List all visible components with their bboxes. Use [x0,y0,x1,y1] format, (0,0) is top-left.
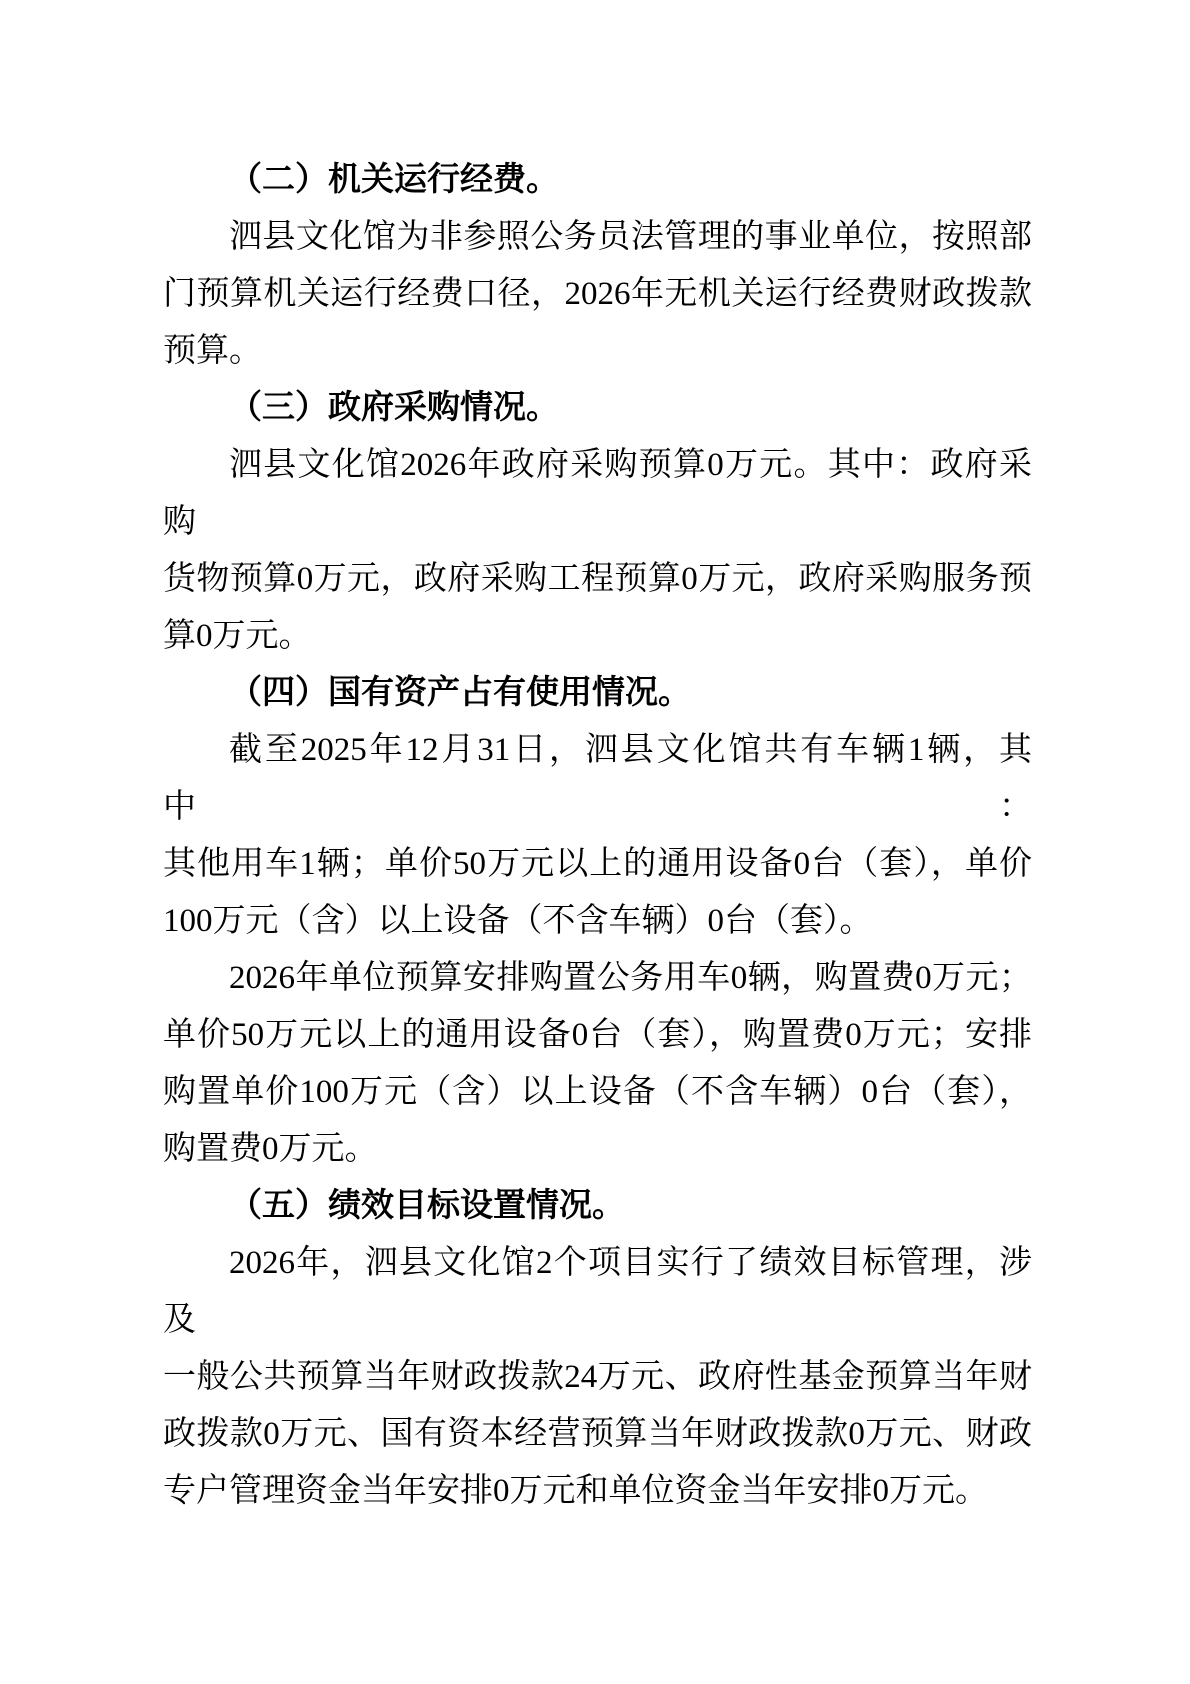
text-line: 政拨款0万元、国有资本经营预算当年财政拨款0万元、财政 [163,1416,1032,1452]
text-line: 100万元（含）以上设备（不含车辆）0台（套）。 [163,903,873,939]
text-line: 泗县文化馆为非参照公务员法管理的事业单位，按照部 [229,219,1032,255]
section-heading: （二）机关运行经费。 [229,162,559,198]
text-line: 购置单价100万元（含）以上设备（不含车辆）0台（套）， [163,1074,1032,1110]
text-line: 2026年，泗县文化馆2个项目实行了绩效目标管理，涉及 [163,1245,1032,1338]
section-heading: （三）政府采购情况。 [229,390,559,426]
section-performance-targets [163,1178,1032,1520]
text-line: 其他用车1辆；单价50万元以上的通用设备0台（套），单价 [163,846,1032,882]
text-line: 泗县文化馆2026年政府采购预算0万元。其中：政府采购 [163,447,1032,540]
text-line: 算0万元。 [163,618,312,654]
text-line: 购置费0万元。 [163,1131,378,1167]
section-state-assets [163,665,1032,1178]
text-line: 一般公共预算当年财政拨款24万元、政府性基金预算当年财 [163,1359,1032,1395]
text-line: 截至2025年12月31日，泗县文化馆共有车辆1辆，其中： [163,732,1032,825]
text-line: 货物预算0万元，政府采购工程预算0万元，政府采购服务预 [163,561,1032,597]
section-heading: （四）国有资产占有使用情况。 [229,675,691,711]
section-government-procurement [163,380,1032,665]
text-line: 单价50万元以上的通用设备0台（套），购置费0万元；安排 [163,1017,1032,1053]
text-line: 2026年单位预算安排购置公务用车0辆，购置费0万元； [229,960,1032,996]
section-operating-expenses [163,152,1032,380]
section-heading: （五）绩效目标设置情况。 [229,1188,625,1224]
text-line: 专户管理资金当年安排0万元和单位资金当年安排0万元。 [163,1473,988,1509]
text-line: 门预算机关运行经费口径，2026年无机关运行经费财政拨款 [163,276,1032,312]
text-line: 预算。 [163,333,262,369]
